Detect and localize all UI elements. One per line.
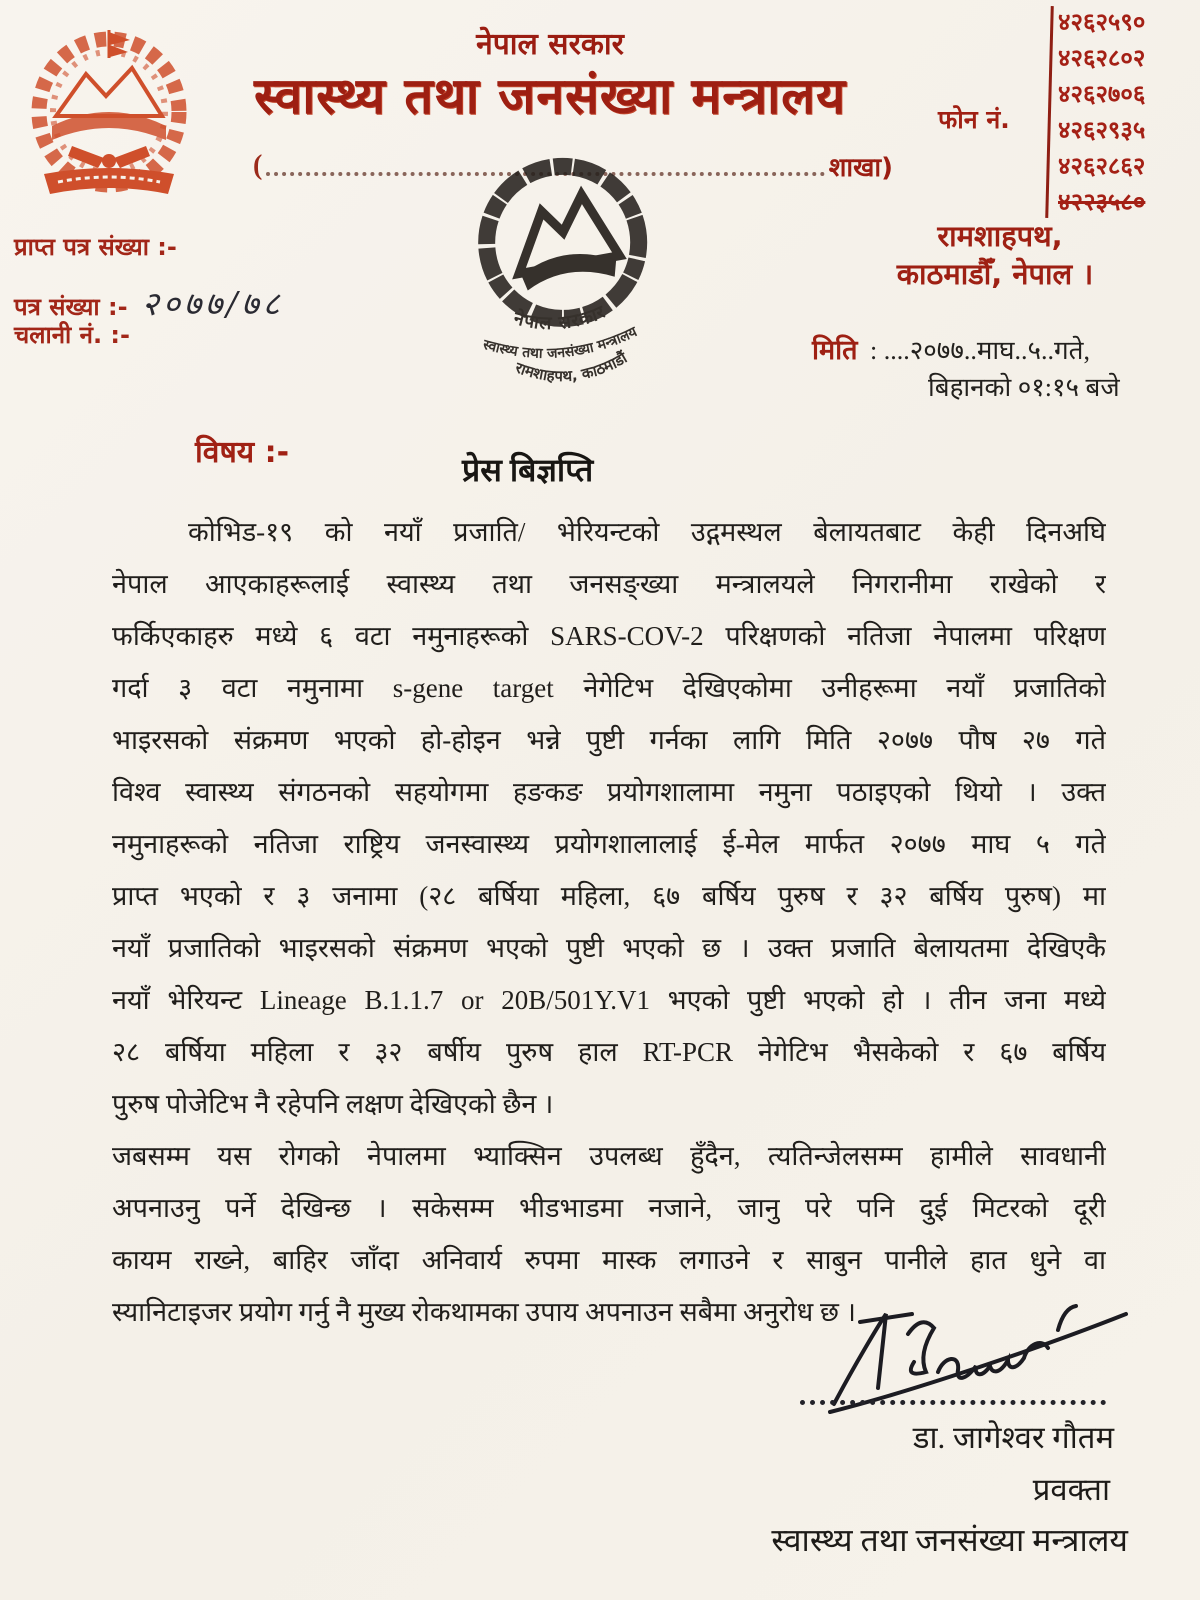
body-line: जबसम्म यस रोगको नेपालमा भ्याक्सिन उपलब्ध हुँदैन, त्यतिन्जेलसम्म हामीले सावधानी: [112, 1141, 1106, 1171]
dispatch-no-label: चलानी नं. :-: [14, 321, 130, 349]
body-line: २८ बर्षिया महिला र ३२ बर्षीय पुरुष हाल RT-PCR नेगेटिभ भैसकेको र ६७ बर्षिय: [112, 1037, 1106, 1067]
stamp-text-government: नेपाल सरकार: [511, 301, 609, 335]
stamp-text-ministry: स्वास्थ्य तथा जनसंख्या मन्त्रालय: [481, 324, 640, 362]
phone-number: ४२६२९३५: [1058, 116, 1146, 144]
signatory-organization: स्वास्थ्य तथा जनसंख्या मन्त्रालय: [771, 1522, 1128, 1558]
body-line: नमुनाहरूको नतिजा राष्ट्रिय जनस्वास्थ्य प्रयोगशालालाई ई-मेल मार्फत २०७७ माघ ५ गते: [112, 829, 1106, 859]
ministry-stamp-icon: [428, 146, 708, 414]
body-line: अपनाउनु पर्ने देखिन्छ । सकेसम्म भीडभाडमा नजाने, जानु परे पनि दुई मिटरको दूरी: [112, 1193, 1106, 1223]
date-value: : ....२०७७..माघ..५..गते,: [870, 336, 1090, 365]
subject-title: प्रेस बिज्ञप्ति: [462, 452, 594, 488]
branch-open-paren: (: [253, 150, 263, 181]
ministry-title: स्वास्थ्य तथा जनसंख्या मन्त्रालय: [253, 67, 847, 125]
address-line-2: काठमाडौँ, नेपाल ।: [896, 257, 1094, 291]
letter-no-label: पत्र संख्या :-: [14, 293, 128, 321]
phone-label: फोन नं.: [938, 105, 1010, 134]
time-value: बिहानको ०१:१५ बजे: [928, 373, 1120, 402]
body-line: कोभिड-१९ को नयाँ प्रजाति/ भेरियन्टको उद्गमस्थल बेलायतबाट केही दिनअघि: [188, 517, 1106, 547]
branch-label: शाखा): [828, 153, 893, 183]
body-line: कायम राख्ने, बाहिर जाँदा अनिवार्य रुपमा मास्क लगाउने र साबुन पानीले हात धुने वा: [112, 1245, 1106, 1275]
subject-label: विषय :-: [195, 435, 290, 470]
date-label: मिति: [812, 335, 858, 366]
stamp-text-address: रामशाहपथ, काठमाडौं: [513, 348, 631, 386]
address-line-1: रामशाहपथ,: [937, 219, 1063, 253]
body-line: नयाँ भेरियन्ट Lineage B.1.1.7 or 20B/501Y.V1 भएको पुष्टी भएको हो । तीन जना मध्ये: [112, 985, 1106, 1015]
body-line: प्राप्त भएको र ३ जनामा (२८ बर्षिया महिला, ६७ बर्षिय पुरुष र ३२ बर्षिय पुरुष) मा: [112, 881, 1106, 911]
phone-number: ४२६२५९०: [1058, 8, 1146, 36]
received-letter-no-label: प्राप्त पत्र संख्या :-: [14, 233, 177, 261]
date-row: [812, 330, 1192, 367]
body-line: नयाँ प्रजातिको भाइरसको संक्रमण भएको पुष्टी भएको छ । उक्त प्रजाति बेलायतमा देखिएकै: [112, 933, 1106, 963]
body-line: फर्किएकाहरु मध्ये ६ वटा नमुनाहरूको SARS-COV-2 परिक्षणको नतिजा नेपालमा परिक्षण: [112, 621, 1106, 651]
signature-dotted-line: [800, 1390, 1106, 1405]
letter-body: [112, 506, 1106, 1338]
phone-number: ४२६२८०२: [1058, 44, 1146, 72]
body-line: भाइरसको संक्रमण भएको हो-होइन भन्ने पुष्टी गर्नका लागि मिति २०७७ पौष २७ गते: [112, 725, 1106, 755]
body-line: विश्व स्वास्थ्य संगठनको सहयोगमा हङकङ प्रयोगशालामा नमुना पठाइएको थियो । उक्त: [112, 777, 1106, 807]
body-line: पुरुष पोजेटिभ नै रहेपनि लक्षण देखिएको छैन ।: [112, 1089, 554, 1119]
body-line: स्यानिटाइजर प्रयोग गर्नु नै मुख्य रोकथामका उपाय अपनाउन सबैमा अनुरोध छ ।: [112, 1297, 856, 1327]
signatory-designation: प्रवक्ता: [1032, 1472, 1110, 1507]
signatory-name: डा. जागेश्वर गौतम: [912, 1420, 1114, 1455]
body-line: गर्दा ३ वटा नमुनामा s-gene target नेगेटिभ देखिएकोमा उनीहरूमा नयाँ प्रजातिको: [112, 673, 1106, 703]
letter-no-value: २०७७/७८: [141, 284, 284, 323]
body-line: नेपाल आएकाहरूलाई स्वास्थ्य तथा जनसङ्ख्या मन्त्रालयले निगरानीमा राखेको र: [112, 569, 1106, 599]
government-title: नेपाल सरकार: [476, 27, 624, 62]
phone-number: ४२६२८६२: [1058, 152, 1146, 180]
phone-number-struck: ४२२३५८०: [1058, 188, 1146, 216]
phone-number-list: [1058, 4, 1168, 220]
phone-number: ४२६२७०६: [1058, 80, 1146, 108]
